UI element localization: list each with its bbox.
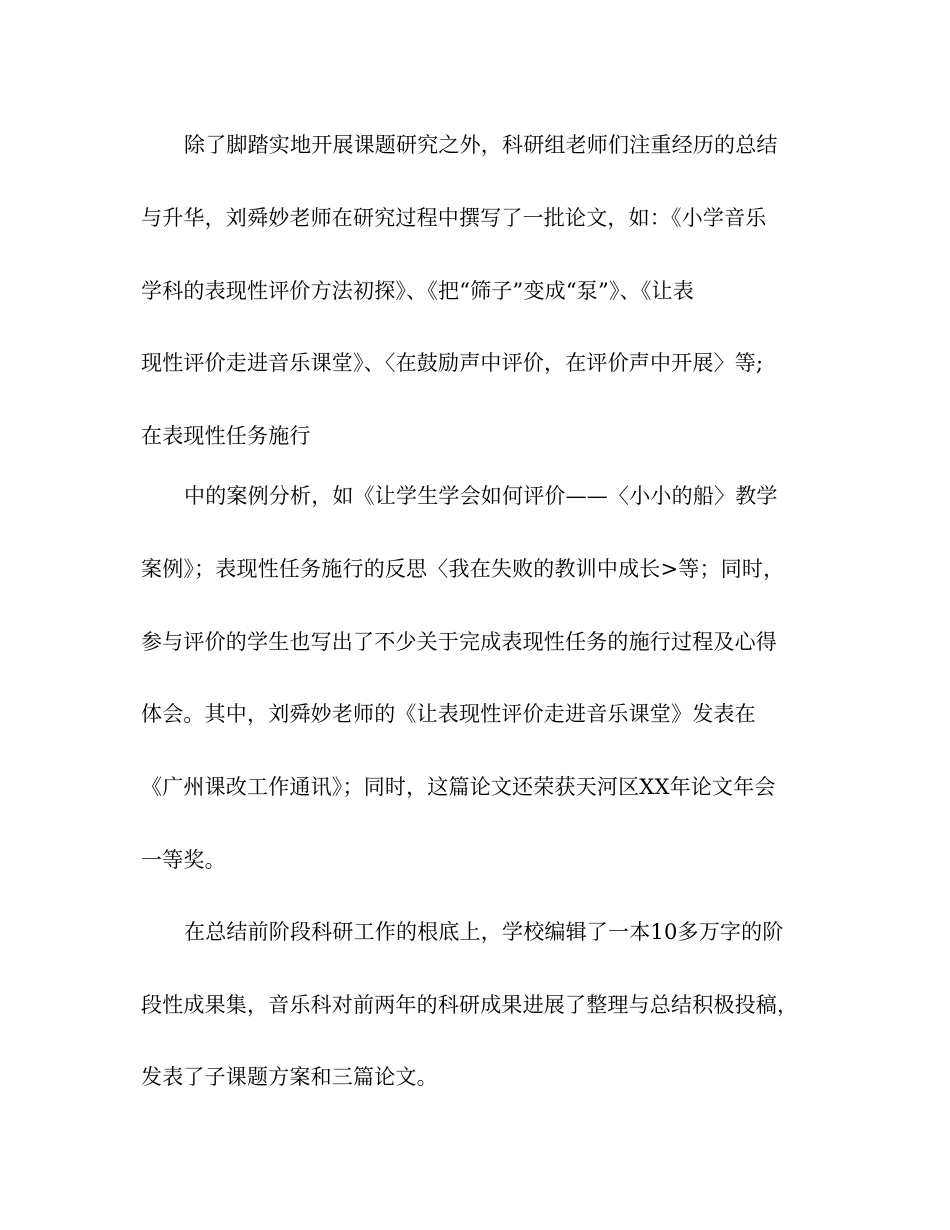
text-line: 参与评价的学生也写出了不少关于完成表现性任务的施行过程及心得 (141, 630, 777, 654)
text-line: 学科的表现性评价方法初探》、《把“筛子”变成“泵”》、《让表 (141, 279, 694, 303)
text-line: 在表现性任务施行 (141, 424, 311, 448)
text-line: 体会。其中，刘舜妙老师的《让表现性评价走进音乐课堂》发表在 (141, 702, 756, 726)
text-line: 除了脚踏实地开展课题研究之外，科研组老师们注重经历的总结 (184, 133, 778, 157)
text-line: 中的案例分析，如《让学生学会如何评价——〈小小的船〉教学 (184, 484, 778, 508)
text-line: 现性评价走进音乐课堂》、〈在鼓励声中评价，在评价声中开展〉等; (141, 351, 764, 375)
text-line: 与升华，刘舜妙老师在研究过程中撰写了一批论文，如：《小学音乐 (141, 206, 767, 230)
text-line: 案例》；表现性任务施行的反思〈我在失败的教训中成长>等；同时， (141, 557, 785, 581)
text-line: 发表了子课题方案和三篇论文。 (141, 1065, 438, 1089)
text-line: 在总结前阶段科研工作的根底上，学校编辑了一本10多万字的阶 (184, 920, 784, 944)
text-line: 《广州课改工作通讯》；同时，这篇论文还荣获天河区XX年论文年会 (141, 775, 776, 799)
text-line: 一等奖。 (141, 848, 226, 872)
text-line: 段性成果集，音乐科对前两年的科研成果进展了整理与总结积极投稿， (141, 993, 799, 1017)
